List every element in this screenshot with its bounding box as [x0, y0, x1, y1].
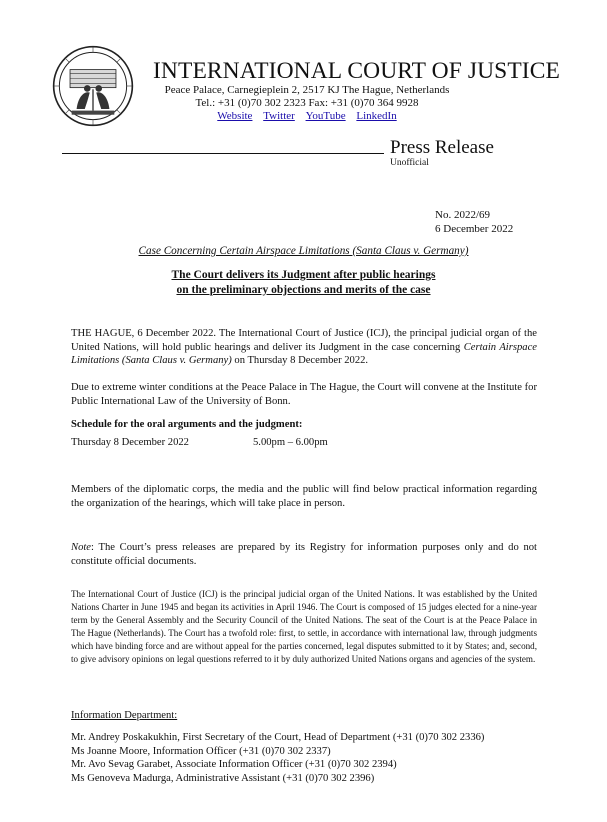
unofficial-label: Unofficial [390, 158, 429, 168]
youtube-link[interactable]: YouTube [305, 110, 346, 122]
contact-list [71, 731, 484, 785]
header-divider [62, 153, 384, 154]
organization-name: INTERNATIONAL COURT OF JUSTICE [153, 58, 560, 84]
headline-line-2: on the preliminary objections and merits of the case [176, 283, 431, 296]
case-name-italic: Certain Airspace Limitations (Santa Claus v. Germany) [71, 341, 537, 366]
release-number: No. 2022/69 [435, 209, 490, 221]
postal-address: Peace Palace, Carnegieplein 2, 2517 KJ The Hague, Netherlands [164, 84, 450, 96]
paragraph-venue: Due to extreme winter conditions at the Peace Palace in The Hague, the Court will convene at the Institute for Public International Law of the University of Bonn. [71, 382, 537, 407]
paragraph-about-court: The International Court of Justice (ICJ) is the principal judicial organ of the United Nations. It was established by the United Nations Charter in June 1945 and began its activities in April 1946. The Court is composed of 15 judges elected for a nine-year term by the General Assembly and the Security Council of the United Nations. The seat of the Court is at the Peace Palace in The Hague (Netherlands). The Court has a twofold role: first, to settle, in accordance with international law, through judgments which have binding force and are without appeal for the parties concerned, legal disputes submitted to it by States; and, second, to give advisory opinions on legal questions referred to it by duly authorized United Nations organs and agencies of the system. [71, 589, 537, 665]
note-text: : The Court’s press releases are prepared by its Registry for information purposes only and do not constitute official documents. [71, 542, 537, 567]
note-paragraph [71, 541, 537, 568]
release-date: 6 December 2022 [435, 223, 514, 235]
header-links [0, 110, 607, 122]
contact-item: Mr. Andrey Poskakukhin, First Secretary of the Court, Head of Department (+31 (0)70 302 2336) [71, 732, 485, 743]
paragraph-announcement-end: on Thursday 8 December 2022. [231, 355, 369, 366]
paragraph-practical-info: Members of the diplomatic corps, the media and the public will find below practical information regarding the organization of the hearings, which will take place in person. [71, 484, 537, 509]
linkedin-link[interactable]: LinkedIn [356, 110, 397, 122]
contact-item: Mr. Avo Sevag Garabet, Associate Information Officer (+31 (0)70 302 2394) [71, 759, 397, 770]
paragraph-announcement [71, 327, 537, 368]
contact-item: Ms Genoveva Madurga, Administrative Assistant (+31 (0)70 302 2396) [71, 772, 375, 784]
press-release-label: Press Release [390, 137, 494, 158]
paragraph-announcement-start: THE HAGUE, 6 December 2022. The International Court of Justice (ICJ), the principal judicial organ of the United Nations, will hold public hearings and deliver its Judgment in the case concerning [71, 328, 537, 353]
headline-line-1: The Court delivers its Judgment after public hearings [171, 269, 436, 281]
website-link[interactable]: Website [217, 110, 253, 122]
schedule-day: Thursday 8 December 2022 [71, 437, 189, 448]
case-title: Case Concerning Certain Airspace Limitations (Santa Claus v. Germany) [138, 245, 469, 257]
contact-item: Ms Joanne Moore, Information Officer (+31 (0)70 302 2337) [71, 745, 331, 757]
schedule-heading: Schedule for the oral arguments and the judgment: [71, 419, 303, 430]
twitter-link[interactable]: Twitter [263, 110, 295, 122]
headline [0, 268, 607, 297]
note-label: Note [71, 542, 92, 553]
telephone-fax: Tel.: +31 (0)70 302 2323 Fax: +31 (0)70 364 9928 [195, 97, 419, 109]
information-department-heading: Information Department: [71, 710, 178, 721]
schedule-time: 5.00pm – 6.00pm [253, 437, 328, 448]
